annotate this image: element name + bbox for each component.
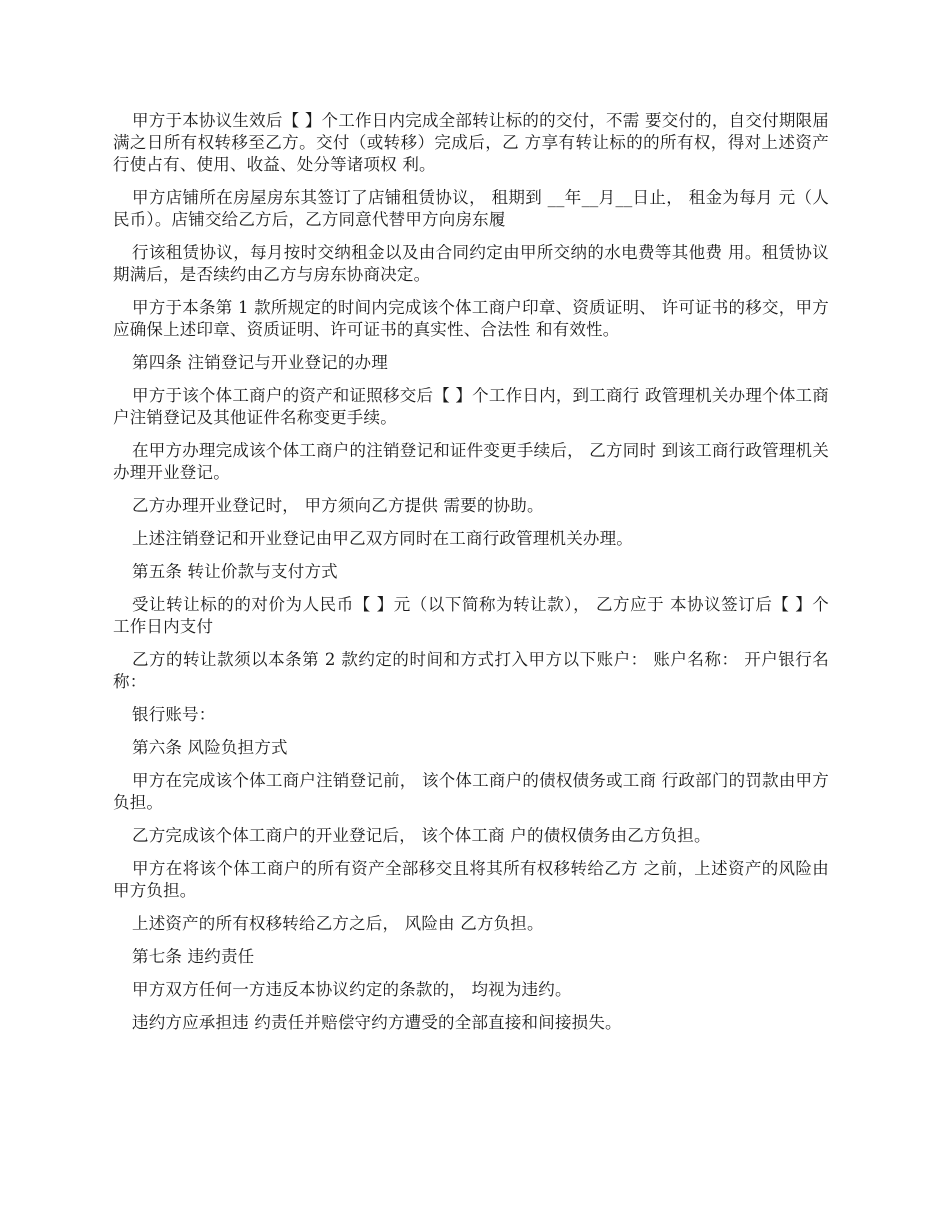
paragraph-cancellation: 甲方于该个体工商户的资产和证照移交后【 】个工作日内，到工商行 政管理机关办理个体工商户注销登记及其他证件名称变更手续。 [113, 386, 829, 427]
paragraph-risk-after-opening: 乙方完成该个体工商户的开业登记后， 该个体工商 户的债权债务由乙方负担。 [132, 826, 711, 845]
section-heading-article-5: 第五条 转让价款与支付方式 [132, 562, 338, 581]
paragraph-asset-risk: 甲方在将该个体工商户的所有资产全部移交且将其所有权移转给乙方 之前，上述资产的风险由甲方负担。 [113, 859, 829, 900]
paragraph-bank-account: 银行账号： [132, 705, 216, 724]
section-heading-article-7: 第七条 违约责任 [132, 947, 255, 966]
paragraph-price: 受让转让标的的对价为人民币【 】元（以下简称为转让款）， 乙方应于 本协议签订后【 】个工作日内支付 [113, 595, 829, 636]
paragraph-risk-before: 甲方在完成该个体工商户注销登记前， 该个体工商户的债权债务或工商 行政部门的罚款由甲方负担。 [113, 771, 829, 812]
paragraph-payment-account: 乙方的转让款须以本条第 2 款约定的时间和方式打入甲方以下账户： 账户名称： 开户银行名称： [113, 650, 829, 691]
paragraph-assistance: 乙方办理开业登记时， 甲方须向乙方提供 需要的协助。 [132, 496, 544, 515]
paragraph-opening-registration: 在甲方办理完成该个体工商户的注销登记和证件变更手续后， 乙方同时 到该工商行政管理机关办理开业登记。 [113, 441, 829, 482]
paragraph-lease-continued: 行该租赁协议，每月按时交纳租金以及由合同约定由甲所交纳的水电费等其他费 用。租赁协议期满后，是否续约由乙方与房东协商决定。 [113, 243, 829, 284]
section-heading-article-6: 第六条 风险负担方式 [132, 738, 288, 757]
paragraph-simultaneous: 上述注销登记和开业登记由甲乙双方同时在工商行政管理机关办理。 [132, 529, 633, 548]
document-body [113, 110, 829, 1045]
paragraph-risk-transfer: 上述资产的所有权移转给乙方之后， 风险由 乙方负担。 [132, 914, 544, 933]
section-heading-article-4: 第四条 注销登记与开业登记的办理 [132, 353, 388, 372]
paragraph-breach: 甲方双方任何一方违反本协议约定的条款的， 均视为违约。 [132, 980, 572, 999]
paragraph-seal-transfer: 甲方于本条第 1 款所规定的时间内完成该个体工商户印章、资质证明、 许可证书的移交，甲方应确保上述印章、资质证明、许可证书的真实性、合法性 和有效性。 [113, 298, 829, 339]
paragraph-lease: 甲方店铺所在房屋房东其签订了店铺租赁协议， 租期到 __年__月__日止， 租金为每月 元（人民币）。店铺交给乙方后，乙方同意代替甲方向房东履 [113, 188, 829, 229]
paragraph-delivery: 甲方于本协议生效后【 】个工作日内完成全部转让标的的交付，不需 要交付的，自交付期限届满之日所有权转移至乙方。交付（或转移）完成后，乙 方享有转让标的的所有权，得对上述资产行使占有、使用、收益、处分等诸项权 利。 [113, 111, 829, 174]
paragraph-liability: 违约方应承担违 约责任并赔偿守约方遭受的全部直接和间接损失。 [132, 1013, 622, 1032]
